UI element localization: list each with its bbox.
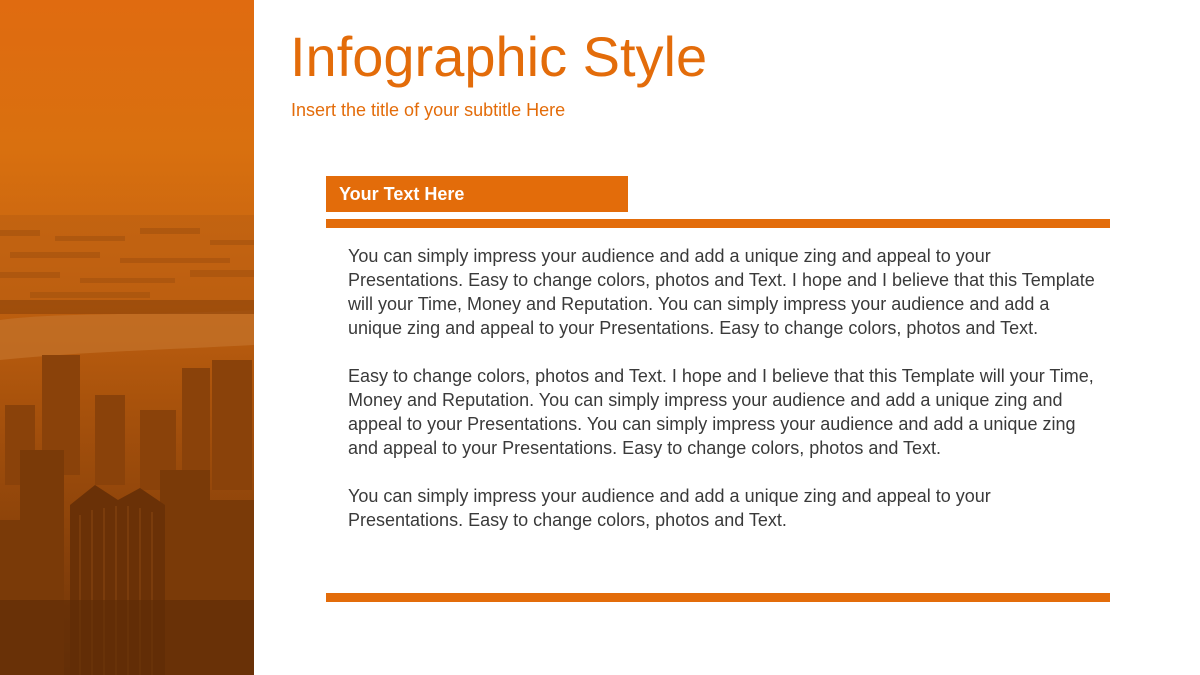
page-title: Infographic Style <box>290 25 708 88</box>
city-skyline-illustration <box>0 0 254 675</box>
section-header-box <box>326 176 628 212</box>
paragraph-2: Easy to change colors, photos and Text. I hope and I believe that this Template will your Time, Money and Reputation. You can simply impress your audience and add a unique zing and appeal to your Presentations. You can simply impress your audience and add a unique zing and appeal to your Presentations. Easy to change colors, photos and Text. <box>348 366 1094 458</box>
top-divider <box>326 219 1110 228</box>
paragraph-1: You can simply impress your audience and add a unique zing and appeal to your Presentations. Easy to change colors, photos and Text. I hope and I believe that this Template will your Time, Money and Reputation. You can simply impress your audience and add a unique zing and appeal to your Presentations. Easy to change colors, photos and Text. <box>348 246 1095 338</box>
paragraph-3: You can simply impress your audience and add a unique zing and appeal to your Presentations. Easy to change colors, photos and Text. <box>348 486 991 530</box>
section-header-label: Your Text Here <box>339 184 465 204</box>
city-skyline-photo <box>0 0 254 675</box>
body-text <box>348 244 1108 556</box>
bottom-divider <box>326 593 1110 602</box>
page-subtitle: Insert the title of your subtitle Here <box>291 100 566 120</box>
